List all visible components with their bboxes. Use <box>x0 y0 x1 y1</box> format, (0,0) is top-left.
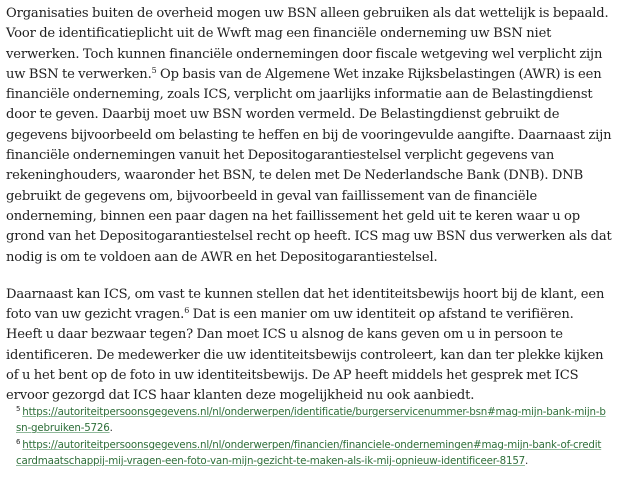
footnote-ref-5[interactable]: 5 <box>151 65 157 75</box>
footnote-6-link[interactable]: https://autoriteitpersoonsgegevens.nl/nl/onderwerpen/financien/financiele-ondernemingen#mag-mijn-bank-of-creditcardmaatschappij-mij-vragen-een-foto-van-mijn-gezicht-te-maken-als-ik-mij-opnieuw-identificeer-8157 <box>16 438 602 468</box>
footnote-6 <box>16 437 606 470</box>
footnote-5-period: . <box>109 422 113 435</box>
footnote-5-link[interactable]: https://autoriteitpersoonsgegevens.nl/nl/onderwerpen/identificatie/burgerservicenummer-bsn#mag-mijn-bank-mijn-bsn-gebruiken-5726 <box>16 406 606 435</box>
footnote-number: 5 <box>16 405 21 413</box>
paragraph-2-text-b: Dat is een manier om uw identiteit op afstand te verifiëren. Heeft u daar bezwaar tegen? Dan moet ICS u alsnog de kans geven om u in persoon te identificeren. De medewerker die uw identiteitsbewijs controleert, kan dan ter plekke kijken of u het bent op de foto in uw identiteitsbewijs. De AP heeft middels het gesprek met ICS ervoor gezorgd dat ICS haar klanten deze mogelijkheid nu ook aanbiedt. <box>6 307 604 404</box>
footnote-ref-6[interactable]: 6 <box>184 306 190 316</box>
paragraph-2-text-a: Daarnaast kan ICS, om vast te kunnen stellen dat het identiteitsbewijs hoort bij de klant, een foto van uw gezicht vragen. <box>6 286 605 323</box>
footnote-6-period: . <box>525 455 529 468</box>
paragraph-1-text-b: Op basis van de Algemene Wet inzake Rijksbelastingen (AWR) is een financiële onderneming, zoals ICS, verplicht om jaarlijks informatie aan de Belastingdienst door te geven. Daarbij moet uw BSN worden vermeld. De Belastingdienst gebruikt de gegevens bijvoorbeeld om belasting te heffen en bij de vooringevulde aangifte. Daarnaast zijn financiële ondernemingen vanuit het Depositogarantiestelsel verplicht gegevens van rekeninghouders, waaronder het BSN, te delen met De Nederlandsche Bank (DNB). DNB gebruikt de gegevens om, bijvoorbeeld in geval van faillissement van de financiële onderneming, binnen een paar dagen na het faillissement het geld uit te keren waar u op grond van het Depositogarantiestelsel recht op heeft. ICS mag uw BSN dus verwerken als dat nodig is om te voldoen aan de AWR en het Depositogarantiestelsel. <box>6 66 612 265</box>
paragraph-1-text-a: Organisaties buiten de overheid mogen uw BSN alleen gebruiken als dat wettelijk is bepaald. Voor de identificatieplicht uit de Wwft mag een financiële onderneming uw BSN niet verwerken. Toch kunnen financiële ondernemingen door fiscale wetgeving wel verplicht zijn uw BSN te verwerken. <box>6 6 609 82</box>
document-body <box>6 4 612 407</box>
footnote-5 <box>16 404 606 437</box>
paragraph-bsn-processing <box>6 4 612 268</box>
paragraph-photo-verification <box>6 285 612 407</box>
footnote-number: 6 <box>16 437 21 446</box>
footnotes <box>16 404 606 470</box>
